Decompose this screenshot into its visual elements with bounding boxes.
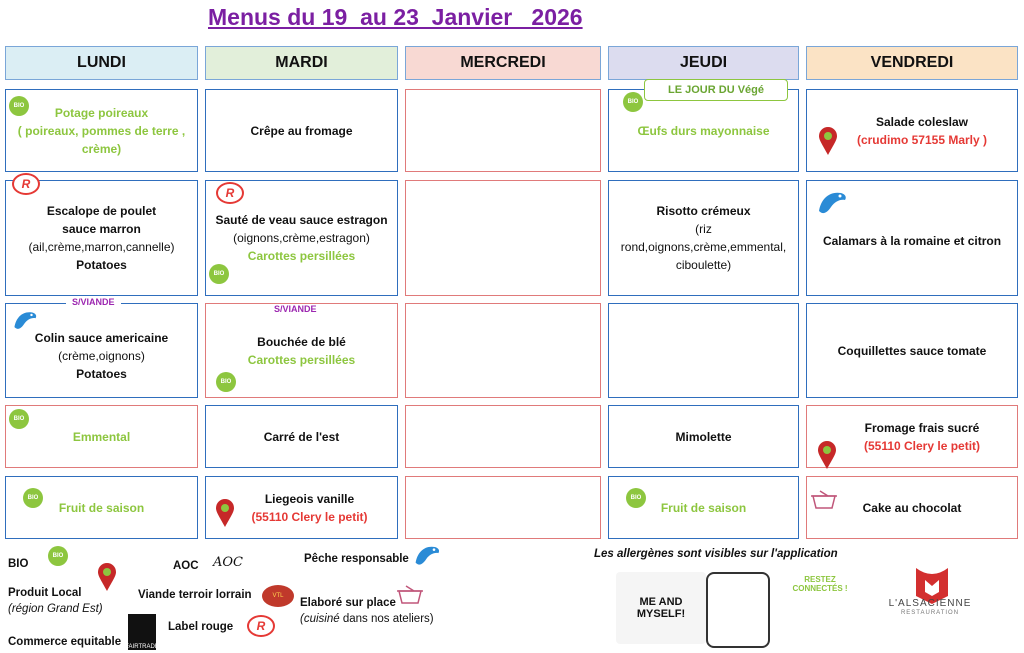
menu-cell-jeudi-plat [608, 180, 799, 296]
dish-text: Crêpe au fromage [250, 123, 353, 138]
local-pin-icon [818, 126, 838, 156]
dish-origin: (crudimo 57155 Marly ) [856, 132, 988, 147]
bio-icon: BIO [23, 488, 43, 508]
vega-day-banner: LE JOUR DU Végé [644, 79, 788, 101]
dish-text: Potatoes [76, 258, 127, 272]
menu-cell-mercredi-fromage [405, 405, 601, 468]
legend-local: Produit Local [8, 587, 82, 599]
label-rouge-icon: R [12, 173, 40, 195]
bio-icon: BIO [9, 96, 29, 116]
bio-icon: BIO [216, 372, 236, 392]
dish-text: Escalope de poulet [46, 204, 157, 218]
menu-cell-vendredi-alternative [806, 303, 1018, 398]
menu-cell-lundi-entree [5, 89, 198, 172]
dish-text: Calamars à la romaine et citron [822, 234, 1002, 248]
bio-icon: BIO [209, 264, 229, 284]
dish-text: Bouchée de blé [257, 334, 346, 349]
dish-origin: (55110 Clery le petit) [251, 509, 368, 524]
bio-icon: BIO [626, 488, 646, 508]
dish-text: ( poireaux, pommes de terre , [17, 123, 186, 138]
legend-viande: Viande terroir lorrain [138, 589, 252, 601]
brand-name: L'ALSACIENNE [888, 598, 972, 609]
dish-ingredients: (crème,oignons) [58, 348, 145, 363]
dish-text: Sauté de veau sauce estragon [215, 213, 388, 227]
local-pin-icon [817, 440, 837, 470]
dish-text: Salade coleslaw [875, 114, 969, 129]
menu-cell-mardi-entree [205, 89, 398, 172]
dish-text: Fruit de saison [58, 500, 145, 515]
dish-text: Risotto crémeux [656, 204, 751, 218]
legend-label-rouge: Label rouge [168, 621, 234, 633]
page-title: Menus du 19 au 23 Janvier 2026 [208, 4, 583, 30]
header-jeudi: JEUDI [608, 46, 799, 80]
header-lundi: LUNDI [5, 46, 198, 80]
dish-text: crème) [81, 141, 122, 156]
sans-viande-label: S/VIANDE [66, 297, 121, 307]
bio-icon: BIO [9, 409, 29, 429]
dish-text: Fromage frais sucré [864, 420, 980, 435]
header-vendredi: VENDREDI [806, 46, 1018, 80]
dish-text: sauce marron [62, 222, 141, 236]
menu-cell-mercredi-dessert [405, 476, 601, 539]
sans-viande-label: S/VIANDE [268, 304, 323, 314]
dish-text: Mimolette [675, 429, 732, 444]
dish-text: Potatoes [76, 366, 127, 381]
homemade-pot-icon [396, 583, 424, 605]
menu-cell-jeudi-alternative [608, 303, 799, 398]
local-pin-icon [215, 498, 235, 528]
fairtrade-icon: FAIRTRADE [128, 614, 156, 650]
dish-text: Emmental [72, 429, 131, 444]
dish-ingredients: ciboulette) [675, 258, 732, 272]
menu-cell-jeudi-fromage [608, 405, 799, 468]
menu-cell-mercredi-plat [405, 180, 601, 296]
legend-peche: Pêche responsable [304, 553, 409, 565]
legend-elabore-sub: (cuisiné dans nos ateliers) [300, 613, 434, 625]
dish-text: Carottes persillées [247, 352, 356, 367]
bio-icon: BIO [623, 92, 643, 112]
menu-cell-lundi-plat [5, 180, 198, 296]
label-rouge-icon: R [247, 615, 275, 637]
dish-text: Cake au chocolat [862, 500, 962, 515]
menu-cell-mardi-fromage [205, 405, 398, 468]
dish-text: Coquillettes sauce tomate [837, 343, 987, 358]
restez-connectes: RESTEZ CONNECTÉS ! [792, 575, 848, 593]
menu-cell-mercredi-alternative [405, 303, 601, 398]
dish-ingredients: (oignons,crème,estragon) [233, 231, 370, 245]
menu-cell-lundi-fromage [5, 405, 198, 468]
aoc-icon: AOC [213, 554, 243, 570]
fish-icon [10, 306, 40, 332]
legend-bio: BIO [8, 558, 29, 570]
legend-elabore: Elaboré sur place [300, 597, 396, 609]
label-rouge-icon: R [216, 182, 244, 204]
allergens-note: Les allergènes sont visibles sur l'application [594, 548, 838, 560]
dish-text: Fruit de saison [660, 500, 747, 515]
dish-text: Liegeois vanille [264, 491, 355, 506]
phone-icon [706, 572, 770, 648]
menu-cell-vendredi-fromage [806, 405, 1018, 468]
brand-sub: RESTAURATION [900, 610, 960, 616]
header-mardi: MARDI [205, 46, 398, 80]
local-pin-icon [97, 562, 117, 592]
dish-text: Carottes persillées [247, 249, 356, 263]
dish-ingredients: (ail,crème,marron,cannelle) [28, 240, 175, 254]
dish-text: Carré de l'est [263, 429, 340, 444]
dish-text: Colin sauce americaine [34, 330, 169, 345]
app-logo[interactable]: ME AND MYSELF! [616, 572, 706, 644]
viande-terroir-icon: VTL [262, 585, 294, 607]
bio-icon: BIO [48, 546, 68, 566]
homemade-pot-icon [810, 488, 838, 510]
header-mercredi: MERCREDI [405, 46, 601, 80]
dish-text: Potage poireaux [54, 105, 149, 120]
dish-ingredients: rond,oignons,crème,emmental, [620, 240, 787, 254]
legend-equitable: Commerce equitable [8, 636, 122, 648]
legend-aoc: AOC [173, 560, 199, 572]
dish-text: Œufs durs mayonnaise [637, 123, 770, 138]
fish-icon [412, 540, 442, 568]
dish-ingredients: (riz [695, 222, 712, 236]
legend-local-region: (région Grand Est) [8, 603, 103, 615]
menu-cell-mercredi-entree [405, 89, 601, 172]
dish-origin: (55110 Clery le petit) [863, 438, 981, 453]
fish-icon [815, 185, 849, 217]
